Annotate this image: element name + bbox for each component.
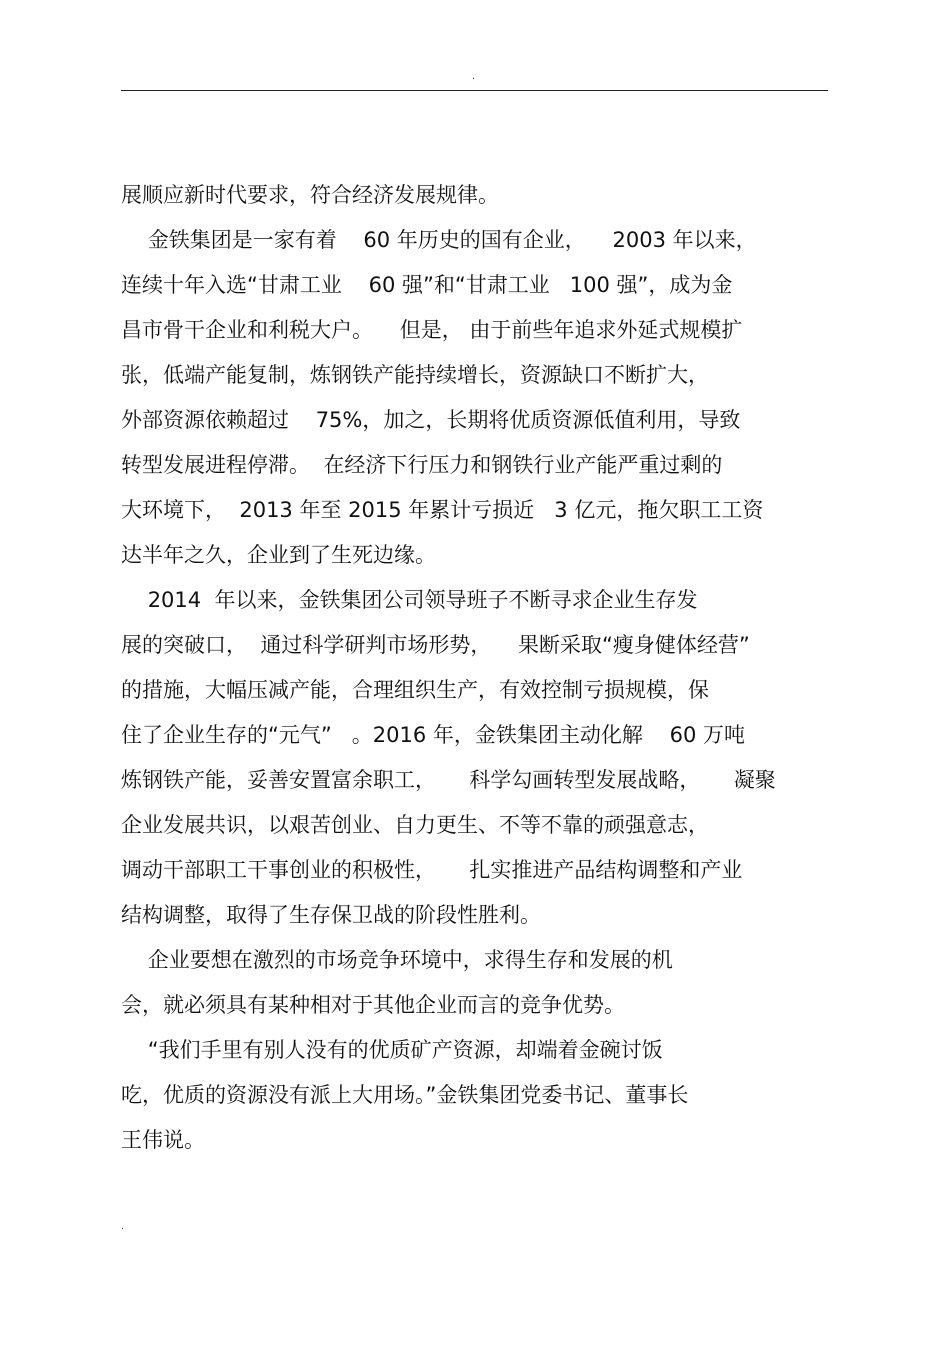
text-line: 连续十年入选“甘肃工业 60 强”和“甘肃工业 100 强”，成为金: [121, 273, 733, 297]
text-line: 调动干部职工干事创业的积极性， 扎实推进产品结构调整和产业: [121, 858, 743, 882]
text-line: 住了企业生存的“元气” 。2016 年，金铁集团主动化解 60 万吨: [121, 723, 745, 747]
text-line: “我们手里有别人没有的优质矿产资源，却端着金碗讨饭: [121, 1038, 663, 1062]
text-line: 企业发展共识，以艰苦创业、自力更生、不等不靠的顽强意志，: [121, 813, 709, 837]
text-line: 昌市骨干企业和利税大户。 但是， 由于前些年追求外延式规模扩: [121, 318, 743, 342]
text-line: 结构调整，取得了生存保卫战的阶段性胜利。: [121, 903, 541, 927]
text-line: 外部资源依赖超过 75%，加之，长期将优质资源低值利用，导致: [121, 408, 741, 432]
text-line: 转型发展进程停滞。 在经济下行压力和钢铁行业产能严重过剩的: [121, 453, 723, 477]
text-line: 的措施，大幅压减产能，合理组织生产，有效控制亏损规模，保: [121, 678, 709, 702]
footer-marker: .: [121, 1221, 125, 1232]
text-line: 达半年之久，企业到了生死边缘。: [121, 543, 436, 567]
text-line: 吃，优质的资源没有派上大用场。”金铁集团党委书记、董事长: [121, 1083, 689, 1107]
text-line: 金铁集团是一家有着 60 年历史的国有企业， 2003 年以来，: [121, 228, 757, 252]
text-line: 2014 年以来，金铁集团公司领导班子不断寻求企业生存发: [121, 588, 698, 612]
header-rule: [121, 90, 828, 91]
text-line: 大环境下， 2013 年至 2015 年累计亏损近 3 亿元，拖欠职工工资: [121, 498, 764, 522]
text-line: 王伟说。: [121, 1128, 205, 1152]
text-line: 会，就必须具有某种相对于其他企业而言的竞争优势。: [121, 993, 625, 1017]
text-line: 展顺应新时代要求，符合经济发展规律。: [121, 183, 499, 207]
text-line: 张，低端产能复制，炼钢铁产能持续增长，资源缺口不断扩大，: [121, 363, 709, 387]
header-marker: .: [472, 71, 476, 82]
text-line: 炼钢铁产能，妥善安置富余职工， 科学勾画转型发展战略， 凝聚: [121, 768, 776, 792]
text-line: 展的突破口， 通过科学研判市场形势， 果断采取“瘦身健体经营”: [121, 633, 750, 657]
text-line: 企业要想在激烈的市场竞争环境中，求得生存和发展的机: [121, 948, 673, 972]
